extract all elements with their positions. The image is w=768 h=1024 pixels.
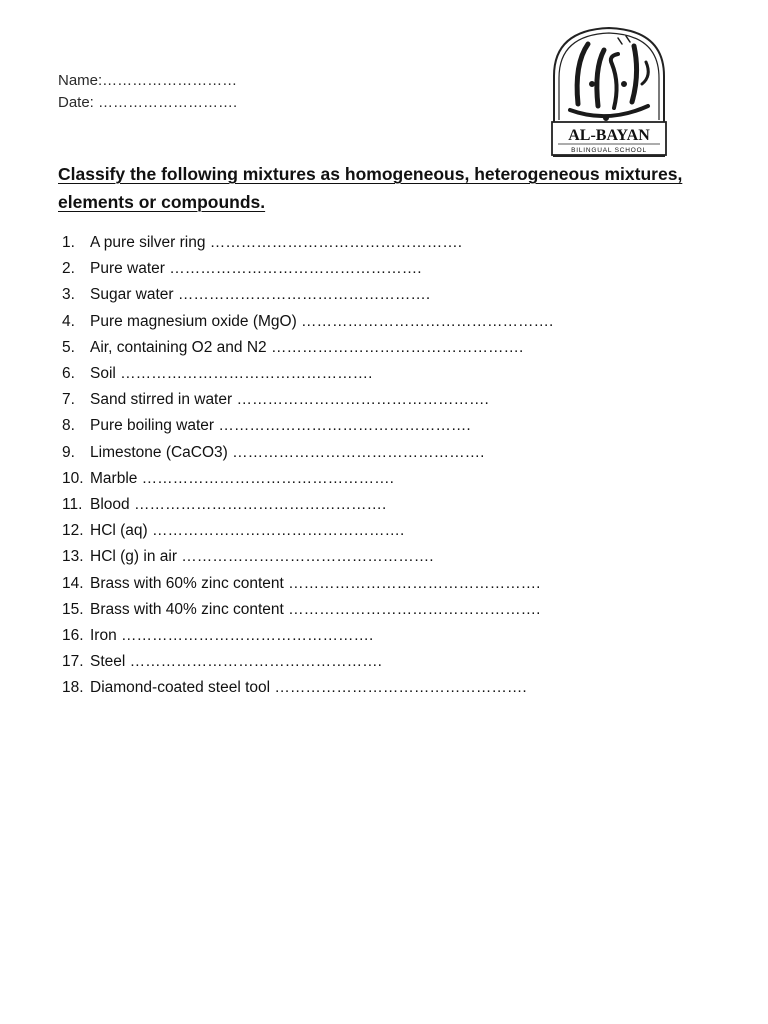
question-item — [62, 518, 553, 544]
question-list — [62, 230, 553, 702]
question-item — [62, 675, 553, 701]
question-number: 8. — [62, 417, 75, 435]
date-field-line: Date: ………………………. — [58, 94, 238, 111]
question-text: Pure magnesium oxide (MgO) …………………………………………. — [90, 312, 554, 330]
question-text: Iron …………………………………………. — [90, 627, 374, 645]
question-item — [62, 413, 553, 439]
question-text: Brass with 40% zinc content …………………………………………. — [90, 600, 541, 618]
question-item — [62, 230, 553, 256]
question-text: Diamond-coated steel tool …………………………………………. — [90, 679, 527, 697]
question-number: 5. — [62, 338, 75, 356]
question-text: Marble …………………………………………. — [90, 469, 394, 487]
question-item — [62, 361, 553, 387]
question-number: 1. — [62, 234, 75, 251]
question-item — [62, 335, 553, 361]
question-text: Sand stirred in water …………………………………………. — [90, 391, 489, 409]
question-number: 9. — [62, 443, 75, 461]
question-item — [62, 571, 553, 597]
question-text: Soil …………………………………………. — [90, 365, 373, 383]
question-text: Pure water …………………………………………. — [90, 260, 422, 278]
question-text: HCl (aq) …………………………………………. — [90, 522, 405, 540]
instructions-text: Classify the following mixtures as homogeneous, heterogeneous mixtures, elements or compounds. — [58, 164, 683, 212]
question-item — [62, 440, 553, 466]
school-logo — [548, 24, 670, 158]
question-item — [62, 387, 553, 413]
question-number: 16. — [62, 627, 84, 645]
question-item — [62, 256, 553, 282]
question-number: 13. — [62, 548, 84, 566]
question-item — [62, 597, 553, 623]
question-text: Limestone (CaCO3) …………………………………………. — [90, 443, 485, 461]
question-item — [62, 309, 553, 335]
question-number: 15. — [62, 600, 84, 618]
question-number: 4. — [62, 312, 75, 330]
student-info — [58, 70, 237, 114]
question-item — [62, 466, 553, 492]
question-text: Pure boiling water …………………………………………. — [90, 417, 471, 435]
question-number: 3. — [62, 286, 75, 304]
question-item — [62, 544, 553, 570]
question-text: Blood …………………………………………. — [90, 496, 387, 514]
question-text: Air, containing O2 and N2 …………………………………………. — [90, 338, 524, 356]
question-item — [62, 492, 553, 518]
question-number: 17. — [62, 653, 84, 671]
question-number: 12. — [62, 522, 84, 540]
worksheet-instructions — [58, 160, 698, 216]
question-item — [62, 282, 553, 308]
question-text: Steel …………………………………………. — [90, 653, 382, 671]
question-number: 18. — [62, 679, 84, 697]
question-number: 14. — [62, 574, 84, 592]
question-number: 6. — [62, 365, 75, 383]
question-number: 7. — [62, 391, 75, 409]
question-number: 2. — [62, 260, 75, 278]
question-item — [62, 623, 553, 649]
question-item — [62, 649, 553, 675]
logo-school-subtitle: BILINGUAL SCHOOL — [571, 147, 647, 154]
question-text: HCl (g) in air …………………………………………. — [90, 548, 434, 566]
question-text: A pure silver ring …………………………………………. — [90, 234, 463, 251]
question-number: 11. — [62, 496, 83, 514]
question-text: Brass with 60% zinc content …………………………………………. — [90, 574, 541, 592]
logo-school-name: AL-BAYAN — [568, 127, 650, 144]
question-number: 10. — [62, 469, 84, 487]
question-text: Sugar water …………………………………………. — [90, 286, 431, 304]
name-field-line: Name:……………………… — [58, 72, 238, 89]
al-bayan-logo-graphic — [548, 24, 670, 158]
